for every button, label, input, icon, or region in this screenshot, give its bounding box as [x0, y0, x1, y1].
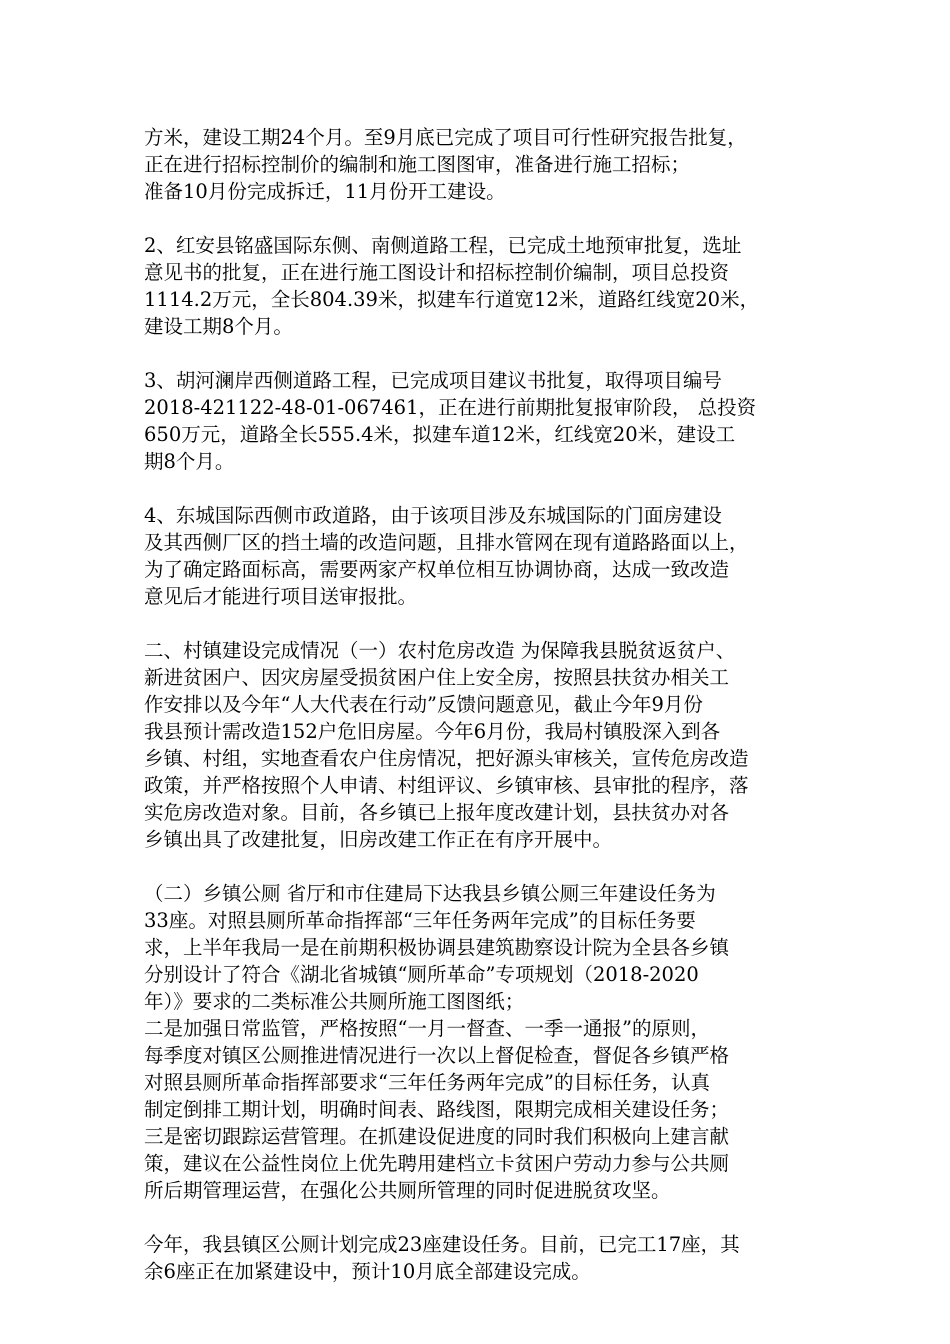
paragraph-2 — [144, 232, 812, 340]
paragraph-4 — [144, 502, 812, 610]
text-line: 作安排以及今年“人大代表在行动”反馈问题意见，截止今年9月份 — [144, 693, 703, 716]
document-page — [144, 124, 812, 1312]
text-line: 分别设计了符合《湖北省城镇“厕所革命”专项规划（2018-2020 — [144, 963, 699, 986]
text-line: 每季度对镇区公厕推进情况进行一次以上督促检查，督促各乡镇严格 — [144, 1044, 730, 1067]
paragraph-1 — [144, 124, 812, 205]
text-line: 策，建议在公益性岗位上优先聘用建档立卡贫困户劳动力参与公共厕 — [144, 1152, 730, 1175]
text-line: 期8个月。 — [144, 450, 235, 473]
text-line: 实危房改造对象。目前，各乡镇已上报年度改建计划，县扶贫办对各 — [144, 801, 730, 824]
text-line: 乡镇出具了改建批复，旧房改建工作正在有序开展中。 — [144, 828, 613, 851]
text-line: 建设工期8个月。 — [144, 315, 293, 338]
text-line: 33座。对照县厕所革命指挥部“三年任务两年完成”的目标任务要 — [144, 909, 696, 932]
text-line: 乡镇、村组，实地查看农户住房情况，把好源头审核关，宣传危房改造 — [144, 747, 749, 770]
text-line: 2018-421122-48-01-067461，正在进行前期批复报审阶段， 总投资 — [144, 396, 757, 419]
text-line: 政策，并严格按照个人申请、村组评议、乡镇审核、县审批的程序，落 — [144, 774, 749, 797]
paragraph-6 — [144, 880, 812, 1204]
text-line: 年）》要求的二类标准公共厕所施工图图纸； — [144, 990, 525, 1013]
text-line: 准备10月份完成拆迁，11月份开工建设。 — [144, 180, 506, 203]
text-line: 我县预计需改造152户危旧房屋。今年6月份，我局村镇股深入到各 — [144, 720, 721, 743]
text-line: 为了确定路面标高，需要两家产权单位相互协调协商，达成一致改造 — [144, 558, 730, 581]
paragraph-5 — [144, 637, 812, 853]
text-line: 今年，我县镇区公厕计划完成23座建设任务。目前，已完工17座，其 — [144, 1233, 740, 1256]
text-line: 求，上半年我局一是在前期积极协调县建筑勘察设计院为全县各乡镇 — [144, 936, 730, 959]
text-line: 二是加强日常监管，严格按照“一月一督查、一季一通报”的原则， — [144, 1017, 710, 1040]
text-line: 意见后才能进行项目送审报批。 — [144, 585, 418, 608]
text-line: （二）乡镇公厕 省厅和市住建局下达我县乡镇公厕三年建设任务为 — [144, 882, 716, 905]
text-line: 正在进行招标控制价的编制和施工图图审，准备进行施工招标； — [144, 153, 691, 176]
text-line: 意见书的批复，正在进行施工图设计和招标控制价编制，项目总投资 — [144, 261, 730, 284]
text-line: 制定倒排工期计划，明确时间表、路线图，限期完成相关建设任务； — [144, 1098, 730, 1121]
text-line: 二、村镇建设完成情况（一）农村危房改造 为保障我县脱贫返贫户、 — [144, 639, 736, 662]
text-line: 新进贫困户、因灾房屋受损贫困户住上安全房，按照县扶贫办相关工 — [144, 666, 730, 689]
text-line: 方米，建设工期24个月。至9月底已完成了项目可行性研究报告批复， — [144, 126, 747, 149]
text-line: 余6座正在加紧建设中，预计10月底全部建设完成。 — [144, 1260, 591, 1283]
text-line: 及其西侧厂区的挡土墙的改造问题，且排水管网在现有道路路面以上， — [144, 531, 749, 554]
paragraph-7 — [144, 1231, 812, 1285]
text-line: 3、胡河澜岸西侧道路工程，已完成项目建议书批复，取得项目编号 — [144, 369, 722, 392]
text-line: 所后期管理运营，在强化公共厕所管理的同时促进脱贫攻坚。 — [144, 1179, 671, 1202]
text-line: 对照县厕所革命指挥部要求“三年任务两年完成”的目标任务，认真 — [144, 1071, 710, 1094]
text-line: 650万元，道路全长555.4米，拟建车道12米，红线宽20米，建设工 — [144, 423, 736, 446]
text-line: 2、红安县铭盛国际东侧、南侧道路工程，已完成土地预审批复，选址 — [144, 234, 742, 257]
text-line: 三是密切跟踪运营管理。在抓建设促进度的同时我们积极向上建言献 — [144, 1125, 730, 1148]
paragraph-3 — [144, 367, 812, 475]
text-line: 1114.2万元，全长804.39米，拟建车行道宽12米，道路红线宽20米， — [144, 288, 760, 311]
text-line: 4、东城国际西侧市政道路，由于该项目涉及东城国际的门面房建设 — [144, 504, 722, 527]
